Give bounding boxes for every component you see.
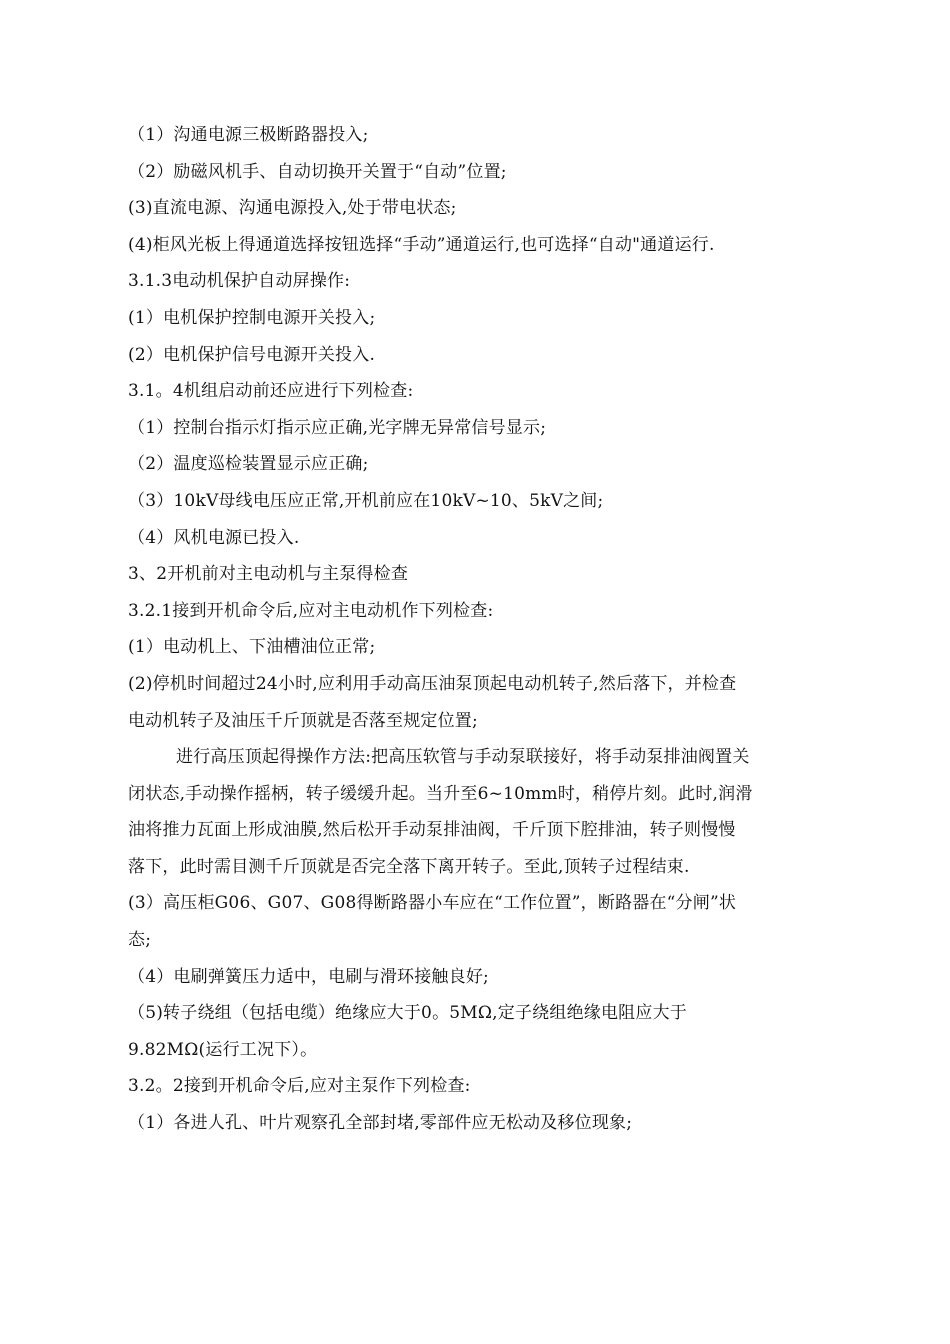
text-line: （2）励磁风机手、自动切换开关置于“自动”位置; bbox=[128, 161, 507, 182]
text-line: 电动机转子及油压千斤顶就是否落至规定位置; bbox=[128, 710, 478, 731]
text-line: (1）电机保护控制电源开关投入; bbox=[128, 307, 376, 328]
text-line: 态; bbox=[128, 930, 152, 951]
section-heading: 3.2。2接到开机命令后,应对主泵作下列检查: bbox=[128, 1076, 471, 1097]
section-heading: 3.1。4机组启动前还应进行下列检查: bbox=[128, 381, 414, 402]
text-line: （1）控制台指示灯指示应正确,光字牌无异常信号显示; bbox=[128, 417, 547, 438]
text-line: (3)直流电源、沟通电源投入,处于带电状态; bbox=[128, 198, 457, 219]
text-line: （1）沟通电源三极断路器投入; bbox=[128, 125, 369, 145]
paragraph-line: 油将推力瓦面上形成油膜,然后松开手动泵排油阀，千斤顶下腔排油，转子则慢慢 bbox=[128, 820, 736, 841]
text-line: (2)停机时间超过24小时,应利用手动高压油泵顶起电动机转子,然后落下，并检查 bbox=[128, 673, 737, 694]
text-line: (1）电动机上、下油槽油位正常; bbox=[128, 637, 376, 658]
paragraph-line: 落下，此时需目测千斤顶就是否完全落下离开转子。至此,顶转子过程结束. bbox=[128, 856, 690, 877]
text-line: （4）风机电源已投入. bbox=[128, 527, 300, 548]
text-line: （4）电刷弹簧压力适中，电刷与滑环接触良好; bbox=[128, 966, 489, 987]
text-line: （5)转子绕组（包括电缆）绝缘应大于0。5MΩ,定子绕组绝缘电阻应大于 bbox=[128, 1003, 687, 1024]
document-body bbox=[128, 117, 828, 1142]
text-line: 9.82MΩ(运行工况下）。 bbox=[128, 1039, 318, 1060]
paragraph-line: 进行高压顶起得操作方法:把高压软管与手动泵联接好，将手动泵排油阀置关 bbox=[176, 747, 750, 768]
paragraph-line: 闭状态,手动操作摇柄，转子缓缓升起。当升至6~10mm时，稍停片刻。此时,润滑 bbox=[128, 783, 753, 804]
text-line: (4)柜风光板上得通道选择按钮选择“手动”通道运行,也可选择“自动"通道运行. bbox=[128, 234, 715, 255]
text-line: （1）各进人孔、叶片观察孔全部封堵,零部件应无松动及移位现象; bbox=[128, 1113, 633, 1134]
text-line: （3）10kV母线电压应正常,开机前应在10kV~10、5kV之间; bbox=[128, 490, 604, 511]
section-heading: 3、2开机前对主电动机与主泵得检查 bbox=[128, 564, 409, 585]
section-heading: 3.2.1接到开机命令后,应对主电动机作下列检查: bbox=[128, 600, 494, 621]
text-line: （2）温度巡检装置显示应正确; bbox=[128, 454, 369, 475]
text-line: (2）电机保护信号电源开关投入. bbox=[128, 344, 376, 365]
text-line: (3）高压柜G06、G07、G08得断路器小车应在“工作位置”，断路器在“分闸”状 bbox=[128, 893, 737, 914]
section-heading: 3.1.3电动机保护自动屏操作: bbox=[128, 271, 351, 292]
